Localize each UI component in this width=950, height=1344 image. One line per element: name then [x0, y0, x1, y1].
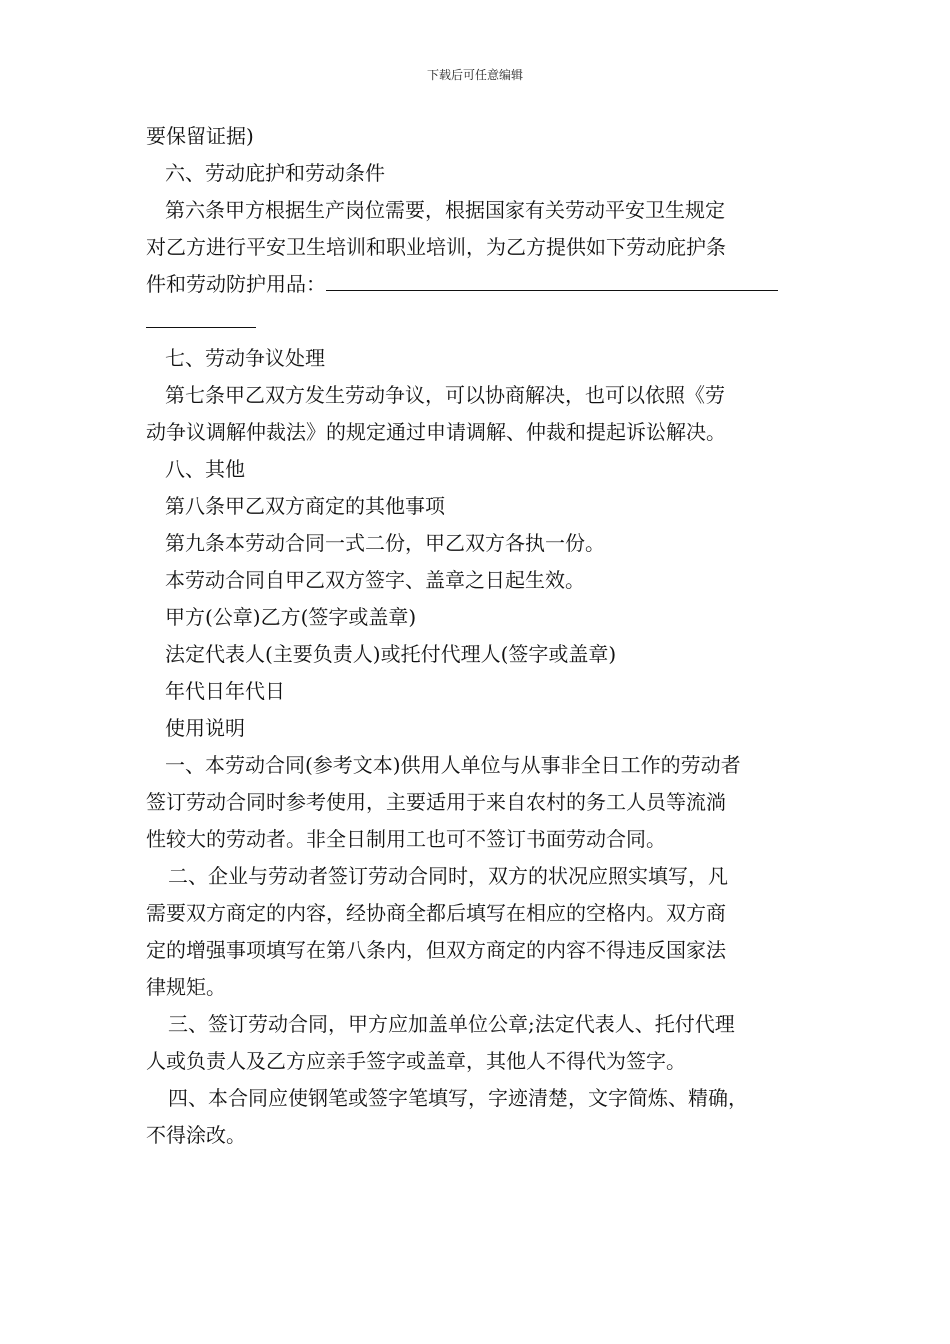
text-line: 性较大的劳动者。非全日制用工也可不签订书面劳动合同。 [146, 827, 666, 851]
fill-in-blank-continuation[interactable] [146, 305, 256, 328]
text-line [146, 303, 808, 340]
text-line: 不得涂改。 [146, 1123, 246, 1147]
text-line: 年代日年代日 [165, 679, 285, 703]
text-line: 四、本合同应使钢笔或签字笔填写，字迹清楚，文字简炼、精确， [168, 1086, 748, 1110]
text-line: 本劳动合同自甲乙双方签字、盖章之日起生效。 [165, 568, 585, 592]
text-line: 第八条甲乙双方商定的其他事项 [165, 494, 445, 518]
section-heading: 六、劳动庇护和劳动条件 [165, 161, 385, 185]
text-line: 二、企业与劳动者签订劳动合同时，双方的状况应照实填写，凡 [168, 864, 728, 888]
text-line: 需要双方商定的内容，经协商全都后填写在相应的空格内。双方商 [146, 901, 726, 925]
section-heading: 七、劳动争议处理 [165, 346, 325, 370]
text-line: 动争议调解仲裁法》的规定通过申请调解、仲裁和提起诉讼解决。 [146, 420, 726, 444]
document-body [146, 118, 808, 1154]
text-line: 律规矩。 [146, 975, 226, 999]
text-line: 三、签订劳动合同，甲方应加盖单位公章;法定代表人、托付代理 [168, 1012, 735, 1036]
text-line: 一、本劳动合同(参考文本)供用人单位与从事非全日工作的劳动者 [165, 753, 741, 777]
text-line: 第六条甲方根据生产岗位需要，根据国家有关劳动平安卫生规定 [165, 198, 725, 222]
text-line-label: 件和劳动防护用品： [146, 272, 326, 296]
text-line: 要保留证据) [146, 124, 254, 148]
text-line: 第七条甲乙双方发生劳动争议，可以协商解决，也可以依照《劳 [165, 383, 725, 407]
text-line: 签订劳动合同时参考使用，主要适用于来自农村的务工人员等流淌 [146, 790, 726, 814]
text-line: 对乙方进行平安卫生培训和职业培训，为乙方提供如下劳动庇护条 [146, 235, 726, 259]
text-line: 甲方(公章)乙方(签字或盖章) [165, 605, 417, 629]
page-header: 下载后可任意编辑 [426, 68, 523, 82]
text-line [146, 266, 808, 303]
text-line: 人或负责人及乙方应亲手签字或盖章，其他人不得代为签字。 [146, 1049, 686, 1073]
fill-in-blank[interactable] [326, 268, 778, 291]
section-heading: 使用说明 [165, 716, 245, 740]
text-line: 法定代表人(主要负责人)或托付代理人(签字或盖章) [165, 642, 617, 666]
section-heading: 八、其他 [165, 457, 245, 481]
text-line: 第九条本劳动合同一式二份，甲乙双方各执一份。 [165, 531, 605, 555]
text-line: 定的增强事项填写在第八条内，但双方商定的内容不得违反国家法 [146, 938, 726, 962]
